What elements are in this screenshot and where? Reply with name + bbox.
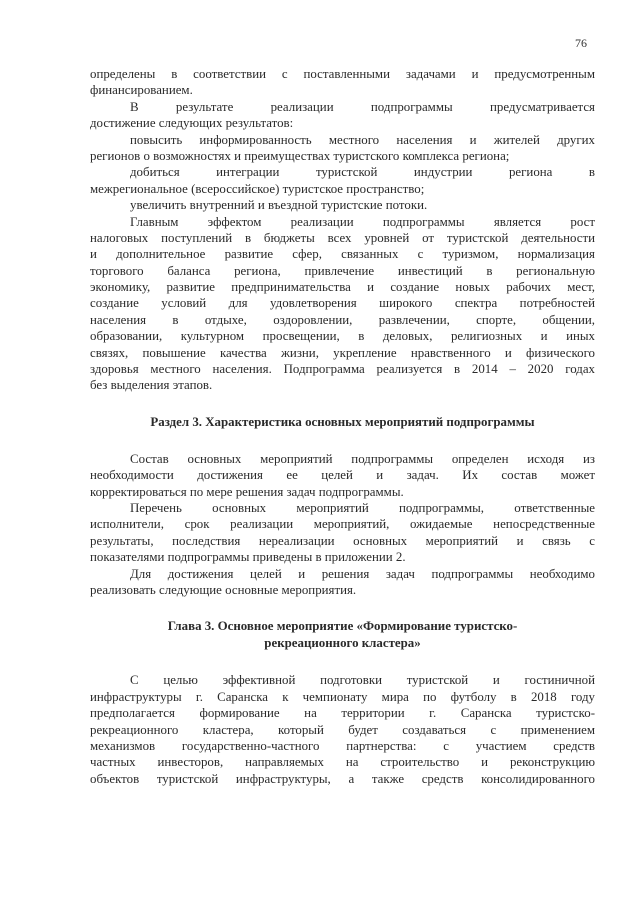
text-line: предполагается формирование на территории г. Саранска туристско- bbox=[90, 706, 595, 721]
text-line: исполнители, срок реализации мероприятий, ожидаемые непосредственные bbox=[90, 517, 595, 532]
chapter-heading bbox=[90, 618, 595, 652]
text-line: показателями подпрограммы приведены в приложении 2. bbox=[90, 550, 406, 565]
text-line: Для достижения целей и решения задач подпрограммы необходимо bbox=[130, 566, 595, 581]
list-item bbox=[90, 164, 595, 197]
text-line: определены в соответствии с поставленными задачами и предусмотренным bbox=[90, 67, 595, 81]
text-line: объектов туристской инфраструктуры, а также средств консолидированного bbox=[90, 771, 595, 786]
list-item bbox=[90, 132, 595, 165]
text-line: межрегиональное (всероссийское) туристское пространство; bbox=[90, 181, 425, 196]
text-line: налоговых поступлений в бюджеты всех уровней от туристской деятельности bbox=[90, 230, 595, 245]
text-line: Главным эффектом реализации подпрограммы является рост bbox=[130, 214, 595, 229]
document-body bbox=[90, 66, 595, 787]
text-line: образовании, культурном просвещении, в деловых, религиозных и иных bbox=[90, 329, 595, 344]
paragraph bbox=[90, 451, 595, 500]
text-line: повысить информированность местного населения и жителей других bbox=[130, 132, 595, 147]
text-line: увеличить внутренний и въездной туристские потоки. bbox=[130, 198, 428, 213]
text-line: регионов о возможностях и преимуществах туристского комплекса региона; bbox=[90, 148, 510, 163]
text-line: достижение следующих результатов: bbox=[90, 116, 294, 131]
paragraph bbox=[90, 66, 595, 99]
text-line: населения в отдыхе, оздоровлении, развлечении, спорте, общении, bbox=[90, 312, 595, 327]
text-line: необходимости достижения ее целей и задач. Их состав может bbox=[90, 468, 595, 483]
text-line: без выделения этапов. bbox=[90, 378, 213, 393]
section-heading: Раздел 3. Характеристика основных мероприятий подпрограммы bbox=[150, 414, 535, 429]
text-line: и дополнительное развитие сфер, связанных с туризмом, нормализация bbox=[90, 247, 595, 262]
text-line: связях, повышение качества жизни, укрепление нравственного и физического bbox=[90, 345, 595, 360]
text-line: экономику, развитие предпринимательства и создание новых рабочих мест, bbox=[90, 280, 595, 295]
text-line: частных инвесторов, направляемых на строительство и реконструкцию bbox=[90, 755, 595, 770]
text-line: Перечень основных мероприятий подпрограммы, ответственные bbox=[130, 500, 595, 515]
page-number: 76 bbox=[575, 36, 587, 50]
text-line: финансированием. bbox=[90, 83, 193, 98]
text-line: добиться интеграции туристской индустрии региона в bbox=[130, 165, 595, 180]
text-line: рекреационного кластера, который будет создаваться с применением bbox=[90, 722, 595, 737]
text-line: корректироваться по мере решения задач подпрограммы. bbox=[90, 484, 404, 499]
text-line: здоровья местного населения. Подпрограмма реализуется в 2014 – 2020 годах bbox=[90, 362, 595, 377]
heading-line: рекреационного кластера» bbox=[264, 636, 421, 651]
text-line: В результате реализации подпрограммы предусматривается bbox=[130, 99, 595, 114]
text-line: создание условий для удовлетворения широкого спектра потребностей bbox=[90, 296, 595, 311]
text-line: С целью эффективной подготовки туристской и гостиничной bbox=[130, 673, 595, 688]
text-line: результаты, последствия нереализации основных мероприятий и связь с bbox=[90, 533, 595, 548]
text-line: механизмов государственно-частного партнерства: с участием средств bbox=[90, 738, 595, 753]
paragraph bbox=[90, 672, 595, 787]
text-line: инфраструктуры г. Саранска к чемпионату мира по футболу в 2018 году bbox=[90, 689, 595, 704]
text-line: торгового баланса региона, привлечение инвестиций в региональную bbox=[90, 263, 595, 278]
list-item bbox=[90, 197, 595, 213]
paragraph bbox=[90, 566, 595, 599]
paragraph bbox=[90, 214, 595, 394]
heading-line: Глава 3. Основное мероприятие «Формирование туристско- bbox=[167, 619, 518, 634]
text-line: реализовать следующие основные мероприятия. bbox=[90, 582, 357, 597]
paragraph bbox=[90, 99, 595, 132]
paragraph bbox=[90, 500, 595, 566]
text-line: Состав основных мероприятий подпрограммы определен исходя из bbox=[130, 451, 595, 466]
